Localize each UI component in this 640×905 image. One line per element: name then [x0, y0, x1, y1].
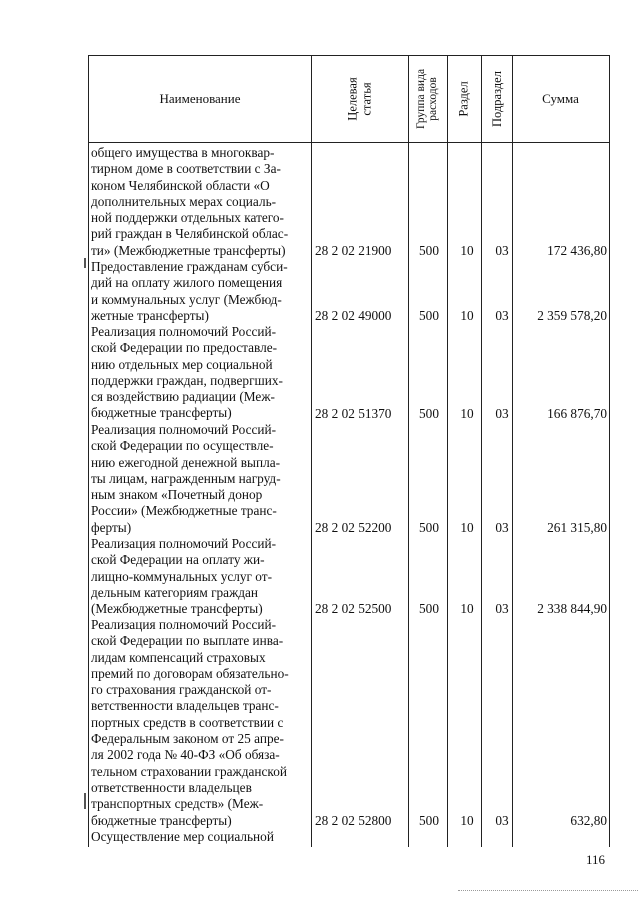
subsection-cell: 03 — [495, 813, 509, 828]
header-expense-group: Группа вида расходов — [415, 68, 440, 129]
target-article-cell: 28 2 02 51370 — [315, 406, 392, 421]
expense-group-cell: 500 — [419, 243, 439, 258]
subsection-cell: 03 — [495, 520, 509, 535]
target-article-cell: 28 2 02 52200 — [315, 520, 392, 535]
amount-cell: 261 315,80 — [547, 520, 607, 535]
header-section: Раздел — [457, 80, 472, 117]
header-target-article: Целевая статья — [345, 76, 374, 121]
amount-cell: 172 436,80 — [547, 243, 607, 258]
section-cell: 10 — [460, 243, 474, 258]
section-cell: 10 — [460, 601, 474, 616]
amount-cell: 2 338 844,90 — [537, 601, 607, 616]
scan-artifact-line — [458, 890, 638, 891]
amount-cell: 632,80 — [570, 813, 607, 828]
amount-cell: 166 876,70 — [547, 406, 607, 421]
expense-group-cell: 500 — [419, 813, 439, 828]
page-number: 116 — [586, 852, 606, 867]
expense-group-cell: 500 — [419, 308, 439, 323]
col-divider — [408, 55, 409, 847]
amount-cell: 2 359 578,20 — [537, 308, 607, 323]
target-article-cell: 28 2 02 21900 — [315, 243, 392, 258]
table-row-name: Предоставление гражданам субси- дий на оплату жилого помещения и коммунальных услуг (Межбюд- жетные трансферты) — [91, 259, 288, 323]
col-divider — [512, 55, 513, 847]
target-article-cell: 28 2 02 52500 — [315, 601, 392, 616]
subsection-cell: 03 — [495, 601, 509, 616]
header-separator — [89, 142, 609, 143]
table-row-name: Реализация полномочий Россий- ской Федерации по осуществле- нию ежегодной денежной выпла- ты лицам, награжденным нагруд- ным знаком «Почетный донор России» (Межбюджетные транс- ферты) — [91, 422, 281, 535]
target-article-cell: 28 2 02 49000 — [315, 308, 392, 323]
table-row-name: Осуществление мер социальной — [91, 829, 274, 844]
table-row-name: Реализация полномочий Россий- ской Федерации по выплате инва- лидам компенсаций страховых премий по договорам обязательно- го страхования гражданской от- ветственности владельцев транс- портных средств в соответствии с Федеральным законом от 25 апре- ля 2002 года № 40-ФЗ «Об обяза- тельном страховании гражданской ответственности владельцев транспортных средств» (Меж- бюджетные трансферты) — [91, 617, 289, 828]
scan-mark — [84, 258, 86, 268]
expense-group-cell: 500 — [419, 520, 439, 535]
expense-group-cell: 500 — [419, 406, 439, 421]
table-row-name: Реализация полномочий Россий- ской Федерации по предоставле- нию отдельных мер социальной поддержки граждан, подвергших- ся воздействию радиации (Меж- бюджетные трансферты) — [91, 324, 283, 421]
col-divider — [481, 55, 482, 847]
col-divider — [311, 55, 312, 847]
header-name: Наименование — [159, 90, 241, 106]
table-row-name: общего имущества в многоквар- тирном доме в соответствии с За- коном Челябинской области «О дополнительных мерах социаль- ной поддержки отдельных катего- рий граждан в Челябинской облас- ти» (Межбюджетные трансферты) — [91, 145, 289, 258]
expense-group-cell: 500 — [419, 601, 439, 616]
budget-table — [88, 55, 610, 847]
subsection-cell: 03 — [495, 308, 509, 323]
target-article-cell: 28 2 02 52800 — [315, 813, 392, 828]
subsection-cell: 03 — [495, 406, 509, 421]
section-cell: 10 — [460, 520, 474, 535]
subsection-cell: 03 — [495, 243, 509, 258]
header-subsection: Подраздел — [489, 70, 504, 127]
scan-mark — [84, 793, 86, 809]
col-divider — [447, 55, 448, 847]
header-amount: Сумма — [542, 90, 579, 106]
section-cell: 10 — [460, 406, 474, 421]
section-cell: 10 — [460, 813, 474, 828]
section-cell: 10 — [460, 308, 474, 323]
table-row-name: Реализация полномочий Россий- ской Федерации на оплату жи- лищно-коммунальных услуг от- дельным категориям граждан (Межбюджетные трансферты) — [91, 536, 277, 617]
